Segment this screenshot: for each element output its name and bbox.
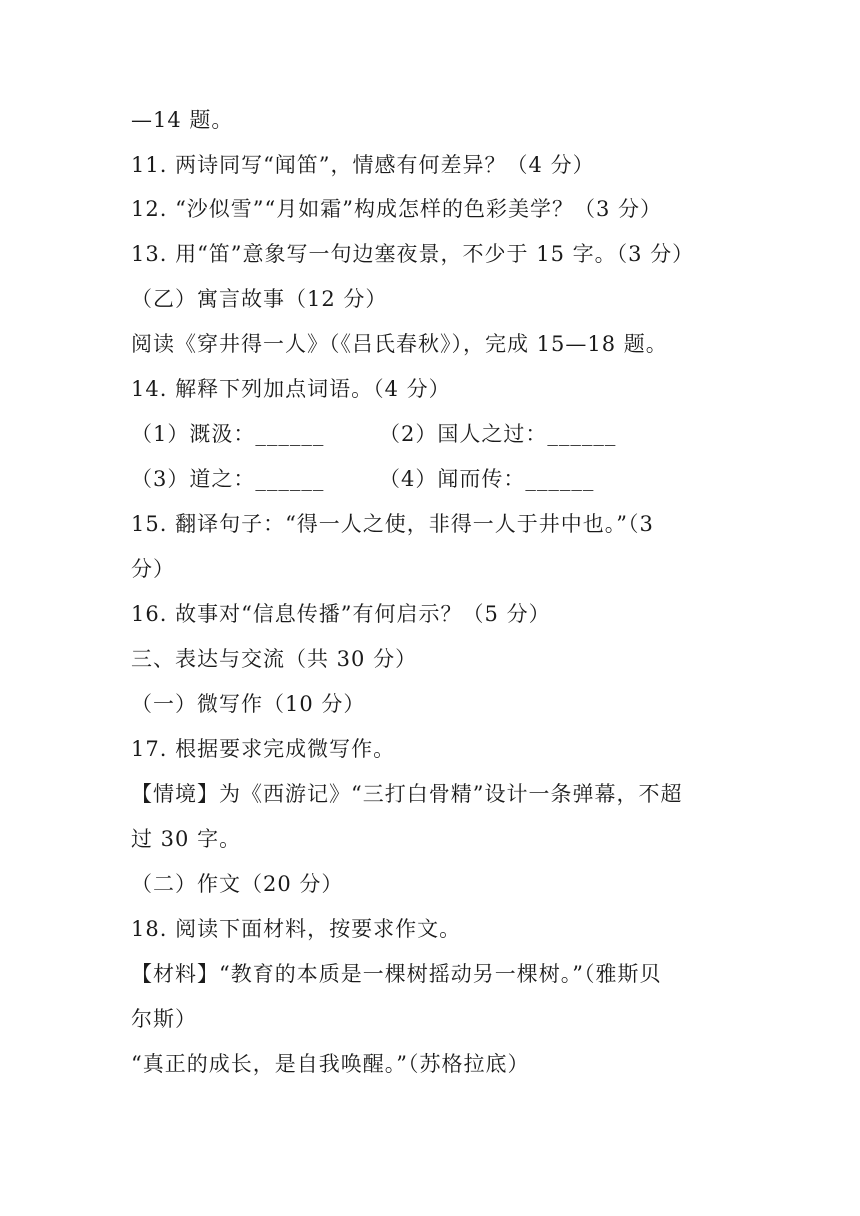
section-heading: 三、表达与交流（共 30 分）	[131, 647, 418, 671]
section-heading: （乙）寓言故事（12 分）	[131, 287, 388, 311]
question-14: 14. 解释下列加点词语。（4 分）	[131, 377, 451, 401]
question-13: 13. 用“笛”意象写一句边塞夜景，不少于 15 字。（3 分）	[131, 242, 695, 266]
question-12: 12. “沙似雪”“月如霜”构成怎样的色彩美学？（3 分）	[131, 197, 663, 221]
question-17: 17. 根据要求完成微写作。	[131, 737, 396, 761]
text-line: 尔斯）	[131, 1007, 197, 1031]
blank-row	[131, 464, 595, 494]
question-16: 16. 故事对“信息传播”有何启示？（5 分）	[131, 602, 551, 626]
text-line: 【材料】“教育的本质是一棵树摇动另一棵树。”（雅斯贝	[131, 962, 662, 986]
reading-instruction: 阅读《穿井得一人》（《吕氏春秋》），完成 15—18 题。	[131, 332, 668, 356]
blank-item: （3）道之：______	[131, 467, 325, 491]
blank-item: （1）溉汲：______	[131, 422, 325, 446]
text-line: 分）	[131, 557, 175, 581]
question-15: 15. 翻译句子：“得一人之使，非得一人于井中也。”（3	[131, 512, 654, 536]
text-line: 过 30 字。	[131, 827, 242, 851]
blank-item: （2）国人之过：______	[379, 422, 617, 446]
question-11: 11. 两诗同写“闻笛”，情感有何差异？（4 分）	[131, 153, 595, 177]
blank-row	[131, 419, 617, 449]
subsection-heading: （一）微写作（10 分）	[131, 692, 366, 716]
blank-item: （4）闻而传：______	[379, 467, 595, 491]
subsection-heading: （二）作文（20 分）	[131, 872, 344, 896]
text-line: “真正的成长，是自我唤醒。”（苏格拉底）	[131, 1052, 530, 1076]
question-18: 18. 阅读下面材料，按要求作文。	[131, 917, 462, 941]
text-line: —14 题。	[131, 108, 234, 132]
text-line: 【情境】为《西游记》“三打白骨精”设计一条弹幕，不超	[131, 782, 683, 806]
